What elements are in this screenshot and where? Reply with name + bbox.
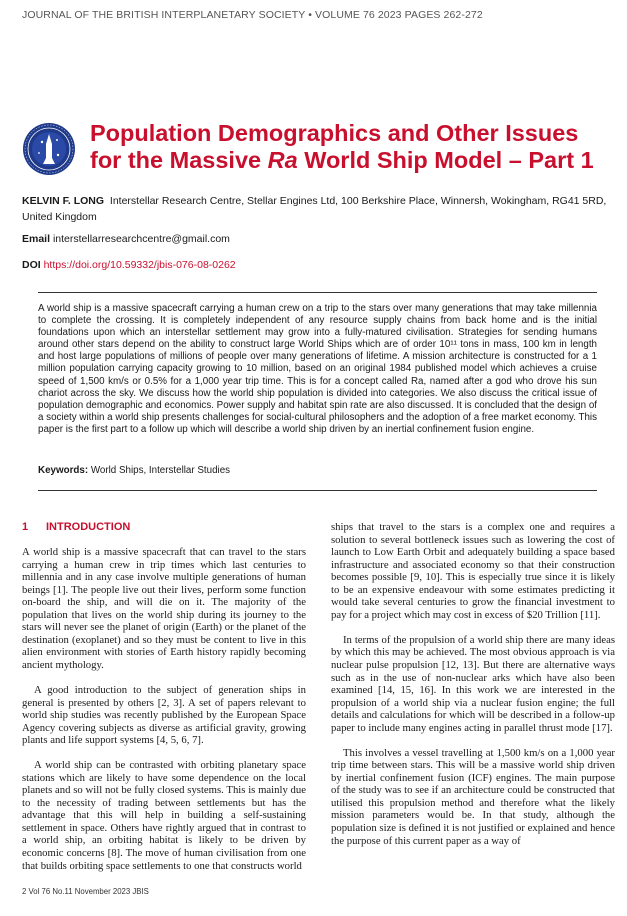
- paragraph: ships that travel to the stars is a complex one and requires a solution to several bottleneck issues such as lowering the cost of launch to Low Earth Orbit and adequately building a space based infrastructure and associated economy so that their construction becomes possible [9, 10]. This is especially true since it is likely to be an expensive endeavour with some estimates predicting it would take several centuries to grow the financial investment to pay for a project which may cost in excess of $20 Trillion [11].: [331, 521, 615, 621]
- email-line: [22, 233, 230, 245]
- paragraph: A good introduction to the subject of generation ships in general is presented by others [2, 3]. A set of papers relevant to world ship studies was recently published by the European Space Agency covering subjects as diverse as artificial gravity, growing plants and life support systems [4, 5, 6, 7].: [22, 683, 306, 747]
- paper-title: [90, 120, 615, 174]
- paragraph: A world ship can be contrasted with orbiting planetary space stations which are likely to have some dependence on the local planets and so will not be fully closed systems. This is mainly due to the necessity of trading between settlements but has the advantage that this will help in building a self-sustaining settlement in space. Others have rightly argued that in contrast to a world ship, an orbiting habitat is likely to be driven by economic concerns [8]. The move of human civilisation from one that builds orbiting space settlements to one that constructs world: [22, 759, 306, 872]
- section-heading: [22, 521, 130, 533]
- email-label: Email: [22, 233, 51, 245]
- title-part1: Population Demographics and Other Issues for the Massive: [90, 120, 579, 173]
- keywords-value: World Ships, Interstellar Studies: [90, 465, 231, 476]
- section-title: INTRODUCTION: [46, 521, 131, 533]
- doi-link[interactable]: https://doi.org/10.59332/jbis-076-08-0262: [43, 259, 236, 271]
- author-name: KELVIN F. LONG: [22, 195, 105, 207]
- author-affiliation: Interstellar Research Centre, Stellar Engines Ltd, 100 Berkshire Place, Winnersh, Wokingham, RG41 5RD, United Kingdom: [22, 195, 607, 223]
- keywords-label: Keywords:: [38, 465, 89, 476]
- abstract-text: A world ship is a massive spacecraft carrying a human crew on a trip to the stars over many generations that may take millennia to complete the crossing. It is completely independent of any resource supply chains from back home and is the initial foundations upon which an interstellar settlement may grow into a fully-matured civilisation. Strategies for sending humans around other stars depend on the ability to construct large World Ships which are of order 10¹¹ tons in mass, 100 km in length and host large populations of millions of people over many generations of lifetime. A mission architecture is constructed for a 1 million population carrying capacity growing to 10 million, based on an original 1984 published model which achieves a cruise speed of 1,500 km/s or 0.5% for a 1,000 year trip time. This is for a concept called Ra, named after a god who drove his sun chariot across the sky. We discuss how the world ship population is divided into categories. We also discuss the critical issue of population demographic and economics. Power supply and habitat spin rate are also discussed. It is concluded that the design of a society within a world ship presents challenges for social-cultural philosophers and the adoption of a free market economy. This paper is the first part to a follow up which will describe a world ship driven by an inertial confinement fusion engine.: [38, 303, 597, 435]
- left-column: [22, 546, 306, 885]
- paragraph: A world ship is a massive spacecraft that can travel to the stars carrying a human crew in trip times which last centuries to millennia and in any case involve multiple generations of human beings [1]. The people live out their lives, perform some function on-board the ship, and will die on it. The majority of the population that lives on the world ship during its journey to the stars will never see the planet of origin (Earth) or the planet of the destination (exoplanet) and so they must be content to live in this alien environment with stories of Earth history rapidly becoming ancient mythology.: [22, 546, 306, 671]
- right-column: [331, 521, 615, 860]
- paragraph: In terms of the propulsion of a world ship there are many ideas by which this may be achieved. The most obvious approach is via nuclear pulse propulsion [12, 13]. But there are alternative ways such as in the use of non-nuclear arks which have also been examined [14, 15, 16]. In this work we are interested in the propulsion of a world ship via a nuclear fusion engine; the full details and calculations for which will be described in a follow-up paper to include many engines acting in parallel thrust mode [17].: [331, 633, 615, 734]
- bis-emblem-icon: [22, 122, 76, 176]
- section-number: 1: [22, 521, 29, 533]
- page-footer: 2 Vol 76 No.11 November 2023 JBIS: [22, 887, 149, 896]
- doi-line: [22, 259, 236, 271]
- journal-header: JOURNAL OF THE BRITISH INTERPLANETARY SOCIETY • VOLUME 76 2023 PAGES 262-272: [22, 9, 483, 21]
- abstract-bottom-rule: [38, 490, 597, 491]
- email-value[interactable]: interstellarresearchcentre@gmail.com: [52, 233, 230, 245]
- author-line: [22, 193, 607, 225]
- keywords-line: [38, 465, 230, 476]
- title-ra: Ra: [267, 147, 298, 173]
- abstract-top-rule: [38, 292, 597, 293]
- title-part2: World Ship Model – Part 1: [297, 147, 594, 173]
- doi-label: DOI: [22, 259, 41, 271]
- paragraph: This involves a vessel travelling at 1,500 km/s on a 1,000 year trip time between stars. This will be a massive world ship driven by inertial confinement fusion (ICF) engines. The main purpose of the study was to see if an architecture could be constructed that utilised this propulsion method and therefore what the likely mission parameters would be. In that study, although the population size is defined it is not justified or explained and hence the purpose of this current paper as a way of: [331, 746, 615, 847]
